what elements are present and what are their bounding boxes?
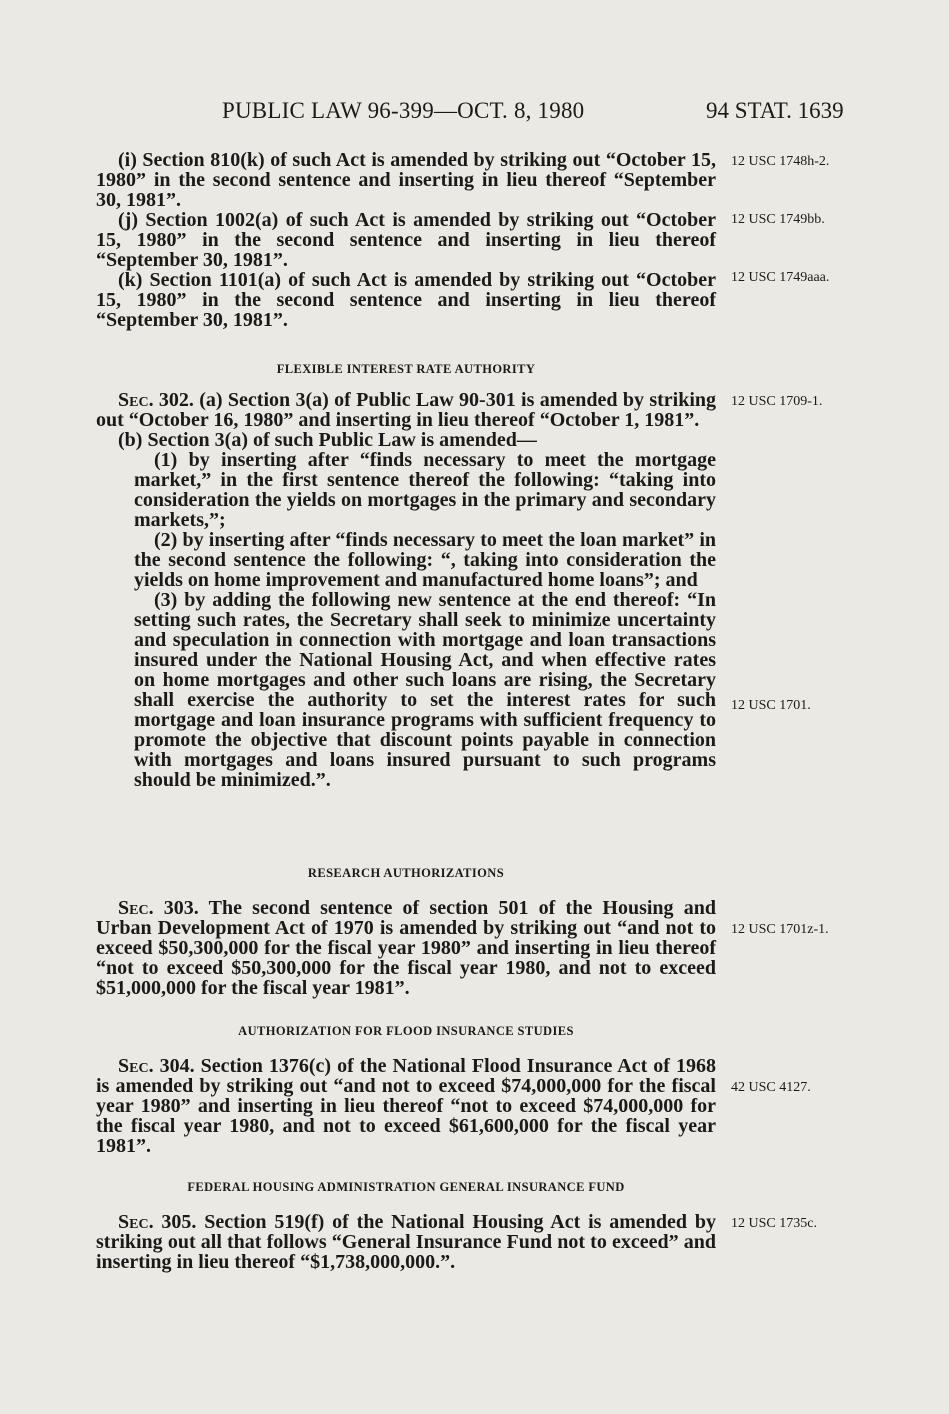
section-305-text: Section 519(f) of the National Housing Act is amended by striking out all that follows “General Insurance Fund not to exceed” and inserting in lieu thereof “$1,738,000,000.”. — [96, 1211, 717, 1273]
section-303 — [96, 898, 716, 998]
margin-citation: 12 USC 1709-1. — [731, 394, 823, 409]
paragraph-i: (i) Section 810(k) of such Act is amended by striking out “October 15, 1980” in the second sentence and inserting in lieu thereof “September 30, 1981”. — [96, 149, 716, 211]
margin-citation: 12 USC 1701. — [731, 698, 811, 713]
margin-citation: 12 USC 1701z-1. — [731, 922, 829, 937]
section-303-text: The second sentence of section 501 of the Housing and Urban Development Act of 1970 is amended by striking out “and not to exceed $50,300,000 for the fiscal year 1980” and inserting in lieu thereof “not to exceed $50,300,000 for the fiscal year 1980, and not to exceed $51,000,000 for the fiscal year 1981”. — [96, 897, 716, 999]
heading-fha-general-insurance-fund: FEDERAL HOUSING ADMINISTRATION GENERAL INSURANCE FUND — [187, 1180, 625, 1194]
section-305 — [96, 1212, 716, 1272]
heading-flexible-interest-rate: FLEXIBLE INTEREST RATE AUTHORITY — [276, 362, 536, 376]
page-header-title: PUBLIC LAW 96-399—OCT. 8, 1980 — [222, 98, 585, 123]
paragraph-j: (j) Section 1002(a) of such Act is amended by striking out “October 15, 1980” in the second sentence and inserting in lieu thereof “September 30, 1981”. — [96, 209, 716, 271]
heading-flood-insurance-studies: AUTHORIZATION FOR FLOOD INSURANCE STUDIES — [238, 1024, 574, 1038]
section-302-para-a — [96, 390, 716, 430]
section-302-item-1: (1) by inserting after “finds necessary to meet the mortgage market,” in the first sentence thereof the following: “taking into consideration the yields on mortgages in the primary and secondary markets,”; — [134, 449, 716, 531]
section-301-continuation — [96, 150, 716, 330]
para-a-text: (a) Section 3(a) of Public Law 90-301 is amended by striking out “October 16, 1980” and inserting in lieu thereof “October 1, 1981”. — [96, 389, 717, 431]
page-header-stat: 94 STAT. 1639 — [706, 98, 844, 123]
margin-citation: 12 USC 1748h-2. — [731, 154, 830, 169]
margin-citation: 42 USC 4127. — [731, 1080, 811, 1095]
section-label: Sec. 302. — [118, 389, 194, 411]
section-304-text: Section 1376(c) of the National Flood Insurance Act of 1968 is amended by striking out “and not to exceed $74,000,000 for the fiscal year 1980” and inserting in lieu thereof “not to exceed $74,000,000 for the fiscal year 1980, and not to exceed $61,600,000 for the fiscal year 1981”. — [96, 1055, 716, 1157]
heading-research-authorizations: RESEARCH AUTHORIZATIONS — [307, 866, 505, 880]
section-302-para-b: (b) Section 3(a) of such Public Law is amended— — [118, 429, 537, 451]
section-label: Sec. 303. — [118, 897, 199, 919]
margin-citation: 12 USC 1749bb. — [731, 212, 825, 227]
margin-citation: 12 USC 1749aaa. — [731, 270, 830, 285]
section-302-item-3: (3) by adding the following new sentence at the end thereof: “In setting such rates, the Secretary shall seek to minimize uncertainty and speculation in connection with mortgage and loan transactions insured under the National Housing Act, and when effective rates on home mortgages and other such loans are rising, the Secretary shall exercise the authority to set the interest rates for such mortgage and loan insurance programs with sufficient frequency to promote the objective that discount points payable in connection with mortgages and loans insured pursuant to such programs should be minimized.”. — [134, 589, 716, 791]
margin-citation: 12 USC 1735c. — [731, 1216, 817, 1231]
section-304 — [96, 1056, 716, 1156]
section-label: Sec. 304. — [118, 1055, 195, 1077]
section-302 — [96, 390, 716, 790]
section-label: Sec. 305. — [118, 1211, 197, 1233]
section-302-item-2: (2) by inserting after “finds necessary to meet the loan market” in the second sentence the following: “, taking into consideration the yields on home improvement and manufactured home loans”; and — [134, 529, 716, 591]
paragraph-k: (k) Section 1101(a) of such Act is amended by striking out “October 15, 1980” in the second sentence and inserting in lieu thereof “September 30, 1981”. — [96, 269, 716, 331]
